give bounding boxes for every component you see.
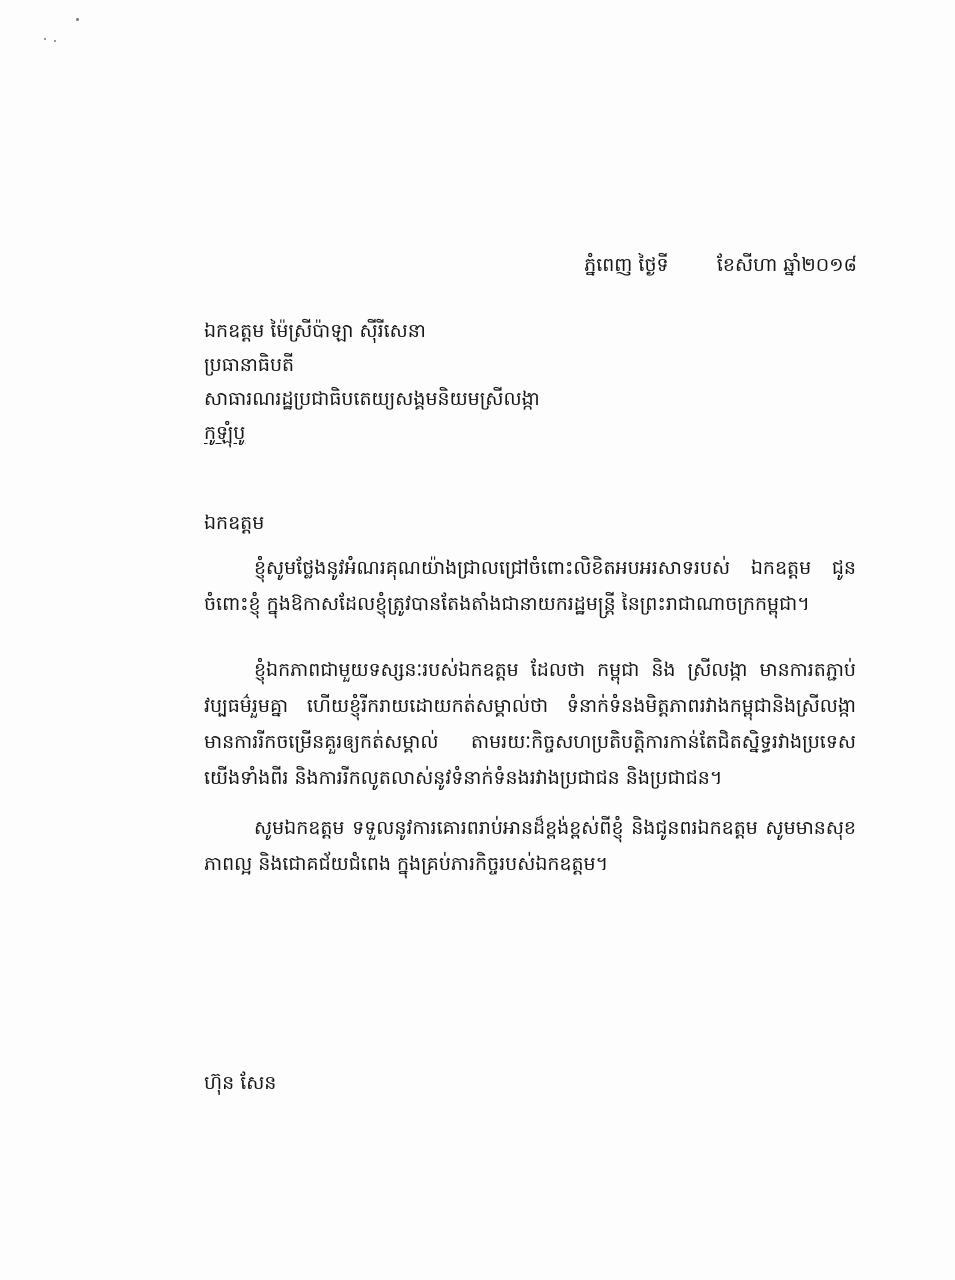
scan-speck: [44, 38, 46, 40]
paragraph-closing: សូមឯកឧត្តម ទទួលនូវការគោរពរាប់អានដ៏ខ្ពង់ខ្ពស់ពីខ្ញុំ និងជូនពរឯកឧត្តម សូមមានសុខភាពល្អ និងជោគជ័យជំពេង ក្នុងគ្រប់ភារកិច្ចរបស់ឯកឧត្តម។: [204, 817, 856, 875]
recipient-name: ឯកឧត្តម ម៉ៃស្រីប៉ាឡា ស៊ីរីសេនា: [204, 320, 426, 342]
signature-name: ហ៊ុន សែន: [204, 1072, 277, 1094]
paragraph-relations: ខ្ញុំឯកភាពជាមួយទស្សនៈរបស់ឯកឧត្តម ដែលថា កម្ពុជា និង ស្រីលង្កា មានការតភ្ជាប់វប្បធម៌រួមគ្នា ហើយខ្ញុំរីករាយដោយកត់សម្គាល់ថា ទំនាក់ទំនងមិត្តភាពរវាងកម្ពុជានិងស្រីលង្កាមានការរីកចម្រើនគួរឲ្យកត់សម្គាល់ តាមរយៈកិច្ចសហប្រតិបត្តិការកាន់តែជិតស្និទ្ធរវាងប្រទេសយើងទាំងពីរ និងការរីកលូតលាស់នូវទំនាក់ទំនងរវាងប្រជាជន និងប្រជាជន។: [204, 659, 856, 789]
scan-speck: [76, 18, 79, 21]
recipient-title: ប្រធានាធិបតី: [204, 354, 295, 376]
date-line: ភ្នំពេញ ថ្ងៃទី ខែសីហា ឆ្នាំ២០១៨: [584, 254, 857, 276]
scan-speck: [54, 40, 56, 42]
recipient-country: សាធារណរដ្ឋប្រជាធិបតេយ្យសង្គមនិយមស្រីលង្កា: [204, 388, 540, 410]
salutation: ឯកឧត្តម: [204, 512, 265, 534]
paragraph-thanks: ខ្ញុំសូមថ្លែងនូវអំណរគុណយ៉ាងជ្រាលជ្រៅចំពោះលិខិតអបអរសាទរបស់ ឯកឧត្តម ជូនចំពោះខ្ញុំ ក្នុងឱកាសដែលខ្ញុំត្រូវបានតែងតាំងជានាយករដ្ឋមន្ត្រី នៃព្រះរាជាណាចក្រកម្ពុជា។: [204, 557, 856, 615]
recipient-city: កូឡុំបូ: [204, 422, 246, 444]
